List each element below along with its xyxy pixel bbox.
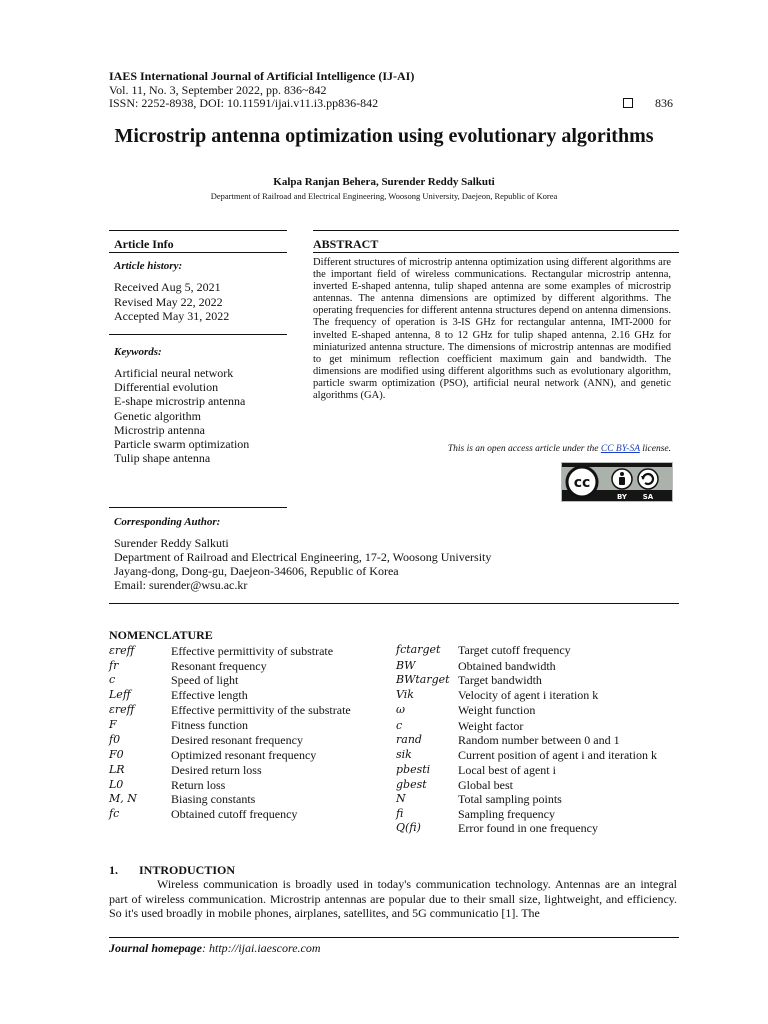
introduction-text <box>109 877 677 921</box>
nomenclature-symbol: pbesti <box>396 763 431 776</box>
nomenclature-symbol: gbest <box>396 778 427 791</box>
keywords-heading: Keywords: <box>114 346 162 358</box>
keyword: Particle swarm optimization <box>114 437 250 452</box>
nomenclature-symbol: c <box>109 673 116 686</box>
nomenclature-description: Local best of agent i <box>458 763 556 777</box>
abstract-heading: ABSTRACT <box>313 237 379 251</box>
nomenclature-description: Random number between 0 and 1 <box>458 733 620 747</box>
nomenclature-description: Desired return loss <box>171 763 262 777</box>
article-history-heading: Article history: <box>114 260 183 272</box>
nomenclature-description: Effective permittivity of substrate <box>171 644 334 658</box>
divider <box>109 507 287 508</box>
open-access-note <box>313 444 671 454</box>
nomenclature-symbol: BWtarget <box>396 673 450 686</box>
homepage-label: Journal homepage <box>109 941 203 955</box>
nomenclature-symbol: Q(fi) <box>396 821 421 834</box>
nomenclature-symbol: sik <box>396 748 412 761</box>
keyword: Differential evolution <box>114 380 219 395</box>
nomenclature-symbol: F0 <box>109 748 124 761</box>
affiliation: Department of Railroad and Electrical Engineering, Woosong University, Daejeon, Republic of Korea <box>210 191 558 201</box>
keyword: Genetic algorithm <box>114 408 201 423</box>
divider <box>313 252 679 253</box>
cc-by-sa-badge[interactable] <box>561 462 673 502</box>
nomenclature-description: Resonant frequency <box>171 659 267 673</box>
keyword: Artificial neural network <box>114 366 234 380</box>
authors: Kalpa Ranjan Behera, Surender Reddy Salkuti <box>273 176 495 188</box>
nomenclature-description: Optimized resonant frequency <box>171 748 317 762</box>
cc-symbol: cc <box>573 475 591 491</box>
corresponding-address: Jayang-dong, Dong-gu, Daejeon-34606, Republic of Korea <box>114 564 399 578</box>
divider <box>313 230 679 231</box>
nomenclature-description: Sampling frequency <box>458 807 555 821</box>
sa-label: SA <box>642 493 654 501</box>
nomenclature-description: Effective permittivity of the substrate <box>171 703 351 717</box>
nomenclature-symbol: M, N <box>109 792 137 805</box>
square-icon <box>623 98 633 108</box>
nomenclature-symbol: ω <box>396 703 405 716</box>
divider <box>109 252 287 253</box>
nomenclature-description: Obtained cutoff frequency <box>171 807 298 821</box>
divider <box>109 937 679 938</box>
nomenclature-symbol: fctarget <box>396 643 441 656</box>
accepted-date: Accepted May 31, 2022 <box>114 309 230 323</box>
nomenclature-symbol: L0 <box>109 778 124 791</box>
paper-title: Microstrip antenna optimization using evolutionary algorithms <box>114 125 654 147</box>
introduction-paragraph: Wireless communication is broadly used in today's communication technology. Antennas are an integral part of wireless communication. Microstrip antennas are popular due to their small size, lightweight, and efficiency. So it's used broadly in mobile phones, airplanes, satellites, and 5G communicatio [1]. The <box>109 877 677 921</box>
keyword: Microstrip antenna <box>114 422 205 437</box>
by-label: BY <box>616 493 628 501</box>
page-number: 836 <box>655 96 673 110</box>
nomenclature-symbol: Leff <box>109 688 131 701</box>
nomenclature-description: Speed of light <box>171 673 239 687</box>
abstract-text: Different structures of microstrip antenna optimization using different algorithms are the important field of wireless communications. Rectangular microstrip antenna, inverted E-shaped antenna, tulip shaped antenna are some examples of microstrip antennas. The antenna dimensions are optimized by different algorithms. The operating frequencies for different antenna structures depend on antenna dimensions. The frequency of operation is 3-IS GHz for rectangular antenna, IMT-2000 for invelted E-shaped antenna, 8 to 12 GHz for tulip shaped antenna, 2.16 GHz for miniaturized antenna structure. The dimensions of microstrip antennas are modified to get minimum reflection coefficient maximum gain and bandwidth. The dimensions are modified using different algorithms such as evolutionary algorithm, particle swarm optimization (PSO), artificial neural network (ANN), and genetic algorithms (GA). <box>313 257 671 402</box>
journal-name: IAES International Journal of Artificial Intelligence (IJ-AI) <box>109 69 415 83</box>
nomenclature-description: Velocity of agent i iteration k <box>458 688 599 702</box>
nomenclature-description: Current position of agent i and iteration k <box>458 748 657 762</box>
keyword: Tulip shape antenna <box>114 451 211 466</box>
nomenclature-symbol: BW <box>396 659 416 672</box>
nomenclature-description: Weight function <box>458 703 536 717</box>
corresponding-email: Email: surender@wsu.ac.kr <box>114 578 248 592</box>
divider <box>109 230 287 231</box>
nomenclature-symbol: fr <box>109 659 119 672</box>
nomenclature-description: Return loss <box>171 778 226 792</box>
journal-homepage[interactable] <box>109 941 321 956</box>
journal-volume: Vol. 11, No. 3, September 2022, pp. 836~842 <box>109 83 327 97</box>
keyword: E-shape microstrip antenna <box>114 394 246 409</box>
nomenclature-symbol: F <box>109 718 117 731</box>
nomenclature-description: Biasing constants <box>171 792 256 806</box>
revised-date: Revised May 22, 2022 <box>114 295 223 309</box>
corresponding-name: Surender Reddy Salkuti <box>114 536 229 550</box>
nomenclature-symbol: LR <box>109 763 125 776</box>
nomenclature-symbol: fi <box>396 807 404 820</box>
nomenclature-symbol: εreff <box>109 644 135 657</box>
cc-license-icon <box>562 463 672 501</box>
divider <box>109 603 679 604</box>
nomenclature-symbol: Vik <box>396 688 414 701</box>
nomenclature-description: Fitness function <box>171 718 248 732</box>
nomenclature-description: Error found in one frequency <box>458 821 598 835</box>
received-date: Received Aug 5, 2021 <box>114 280 221 294</box>
nomenclature-symbol: fc <box>109 807 120 820</box>
nomenclature-symbol: rand <box>396 733 422 746</box>
nomenclature-description: Total sampling points <box>458 792 562 806</box>
license-link[interactable]: CC BY-SA <box>600 444 640 454</box>
open-access-suffix: license. <box>639 444 671 454</box>
introduction-heading: 1. INTRODUCTION <box>109 863 236 877</box>
journal-issn: ISSN: 2252-8938, DOI: 10.11591/ijai.v11.i3.pp836-842 <box>109 96 379 110</box>
nomenclature-symbol: f0 <box>109 733 121 746</box>
nomenclature-symbol: c <box>396 719 403 732</box>
keywords-list <box>114 366 249 465</box>
corresponding-heading: Corresponding Author: <box>114 516 221 528</box>
nomenclature-description: Desired resonant frequency <box>171 733 303 747</box>
nomenclature-heading: NOMENCLATURE <box>109 628 213 642</box>
nomenclature-description: Target bandwidth <box>458 673 542 687</box>
nomenclature-description: Effective length <box>171 688 248 702</box>
nomenclature-symbol: N <box>396 792 406 805</box>
article-info-heading: Article Info <box>114 237 174 251</box>
nomenclature-description: Weight factor <box>458 719 524 733</box>
nomenclature-description: Obtained bandwidth <box>458 659 556 673</box>
divider <box>109 334 287 335</box>
open-access-prefix: This is an open access article under the <box>447 444 601 454</box>
corresponding-dept: Department of Railroad and Electrical Engineering, 17-2, Woosong University <box>114 550 492 564</box>
nomenclature-description: Global best <box>458 778 513 792</box>
nomenclature-description: Target cutoff frequency <box>458 643 571 657</box>
nomenclature-symbol: εreff <box>109 703 135 716</box>
homepage-url: : http://ijai.iaescore.com <box>202 941 321 955</box>
